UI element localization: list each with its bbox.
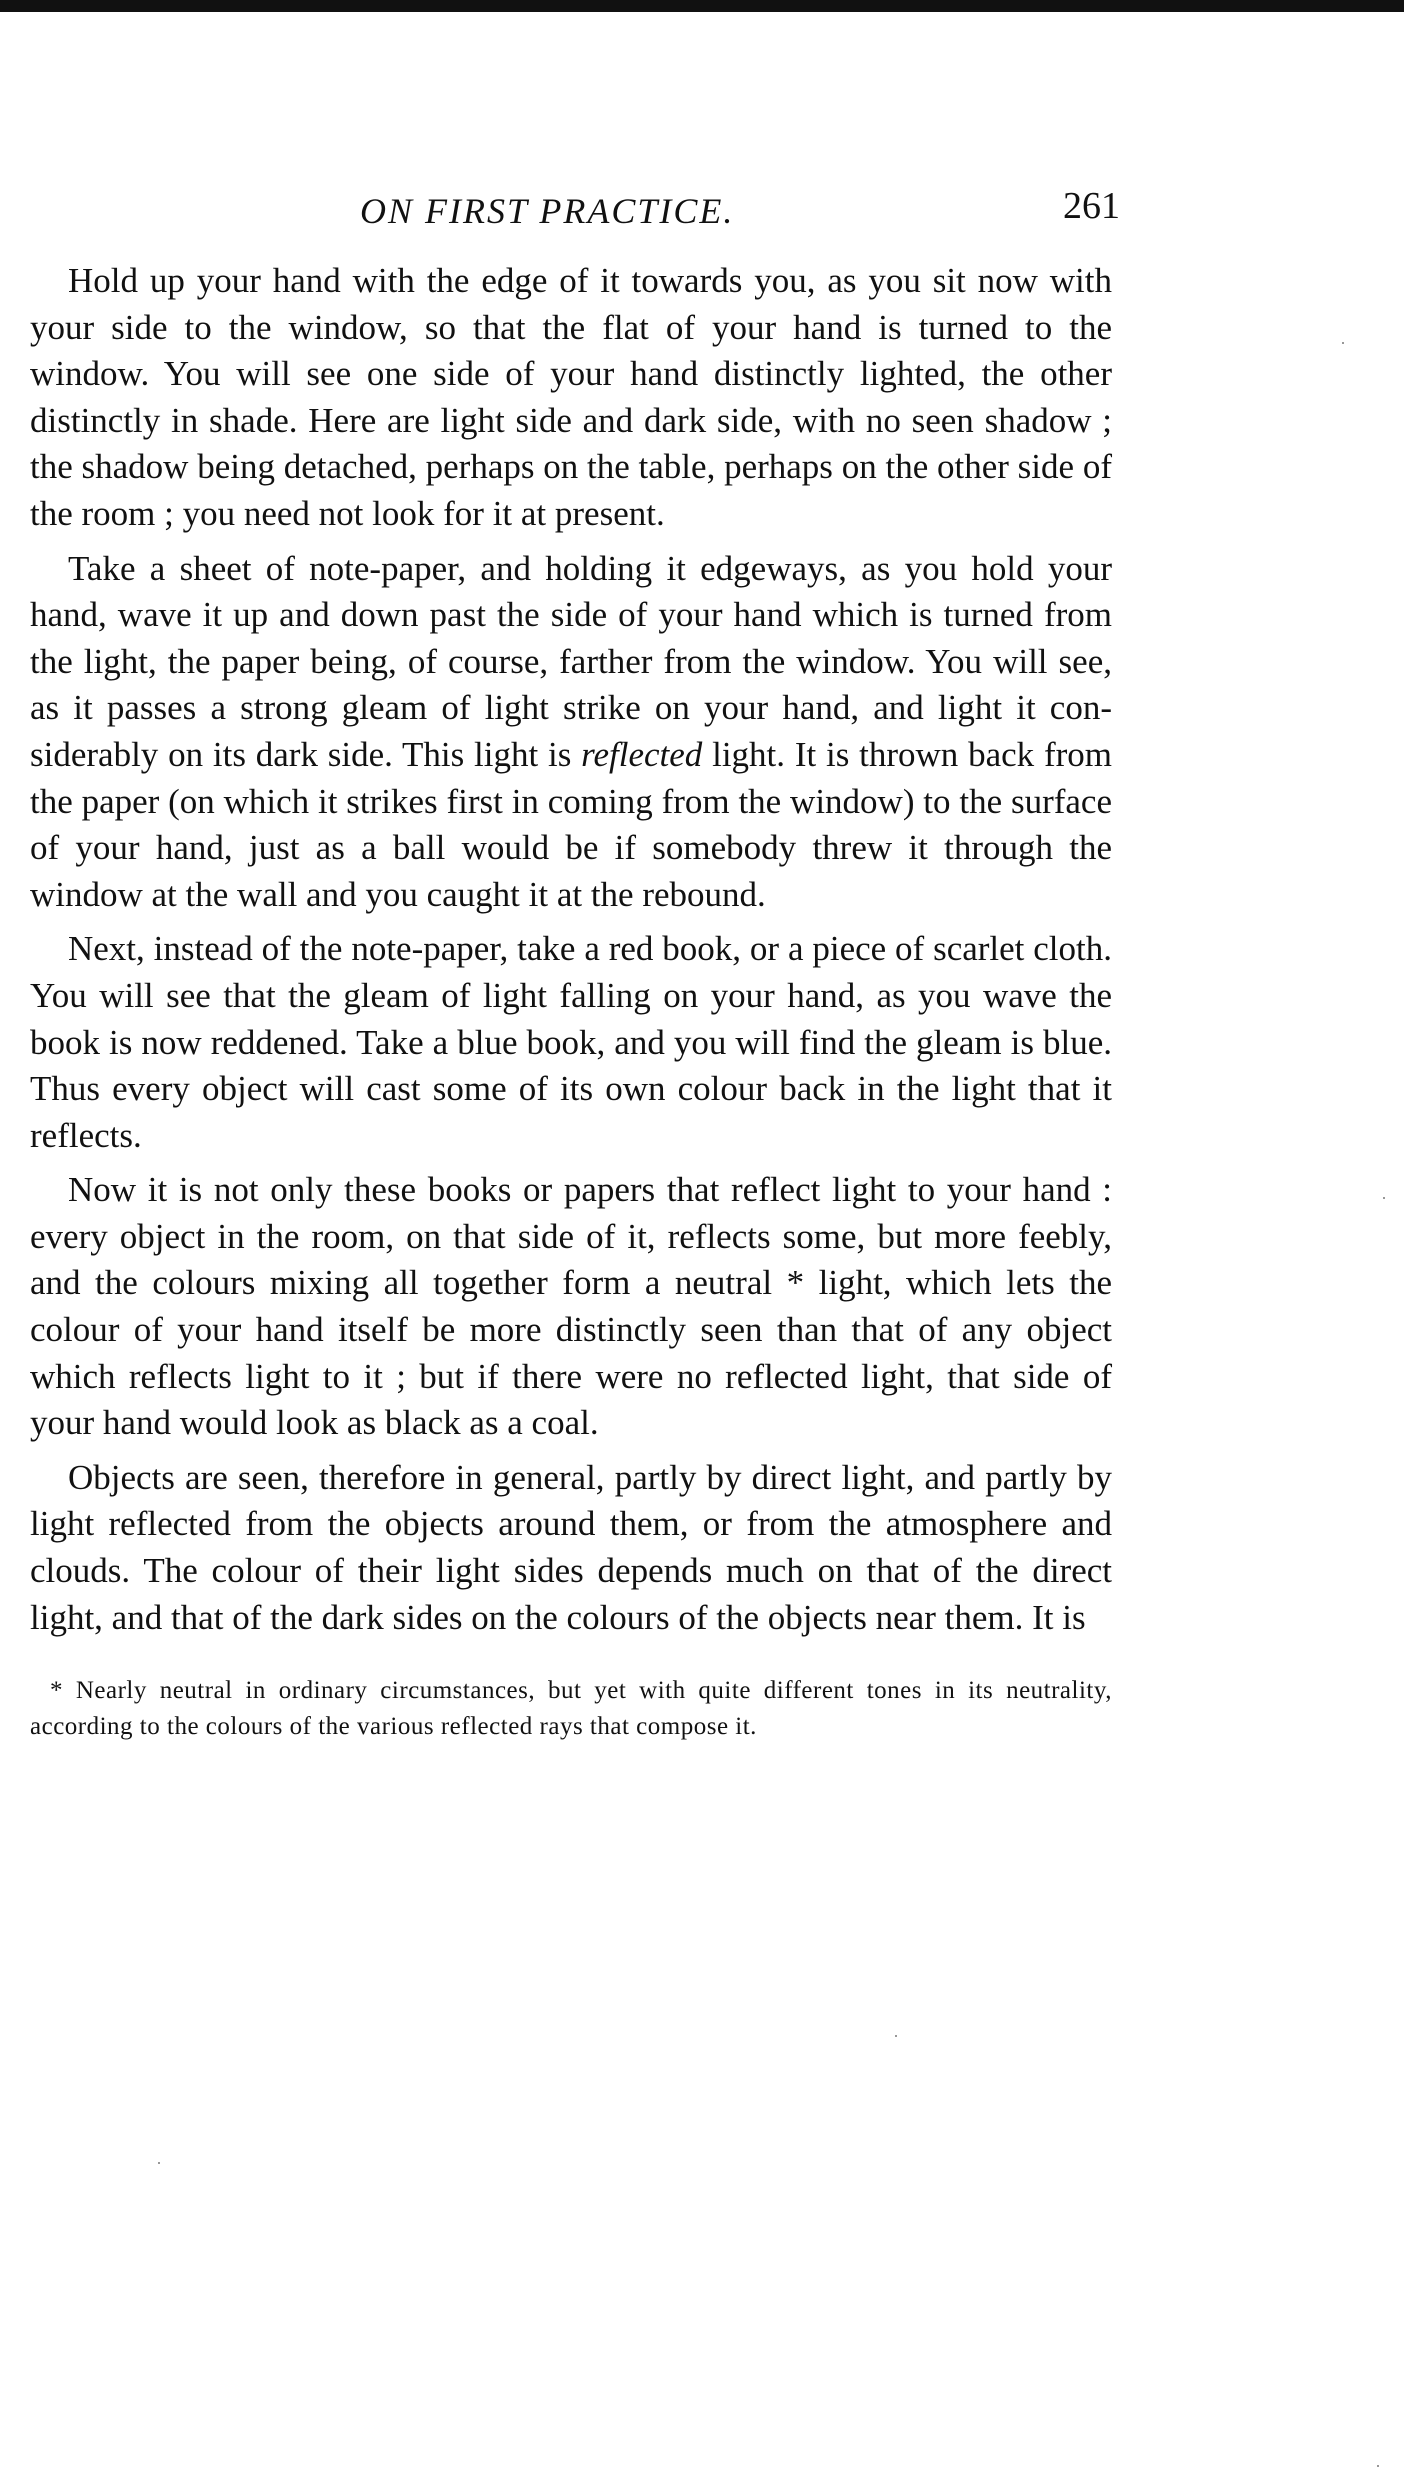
page-top-edge (0, 0, 1404, 12)
paragraph-3: Next, instead of the note-paper, take a red book, or a piece of scarlet cloth. You will see that the gleam of light falling on your hand, as you wave the book is now reddened. Take a blue book, and you will find the gleam is blue. Thus every object will cast some of its own colour back in the light that it reflects. (30, 929, 1112, 1155)
paper-speck (158, 2162, 160, 2164)
paper-speck (1383, 1197, 1385, 1199)
running-head (30, 180, 1120, 240)
paper-speck (895, 2035, 897, 2037)
page-number: 261 (1063, 185, 1120, 227)
paragraph-1: Hold up your hand with the edge of it towards you, as you sit now with your side to the window, so that the flat of your hand is turned to the window. You will see one side of your hand distinctly lighted, the other distinctly in shade. Here are light side and dark side, with no seen shadow ; the shadow being detached, perhaps on the table, perhaps on the other side of the room ; you need not look for it at present. (30, 261, 1112, 533)
paper-speck (1342, 342, 1344, 344)
paragraph-2-text-b: light. It is thrown back from the paper (on which it strikes first in coming from the window) to the surface of your hand, just as a ball would be if somebody threw it through the window at the wall and you caught it at the rebound. (30, 734, 1112, 914)
paragraph-2 (30, 546, 1112, 919)
paragraph-4: Now it is not only these books or papers that reflect light to your hand : every object in the room, on that side of it, reflects some, but more feebly, and the colours mixing all together form a neutral * light, which lets the colour of your hand itself be more distinctly seen than that of any object which reflects light to it ; but if there were no reflected light, that side of your hand would look as black as a coal. (30, 1170, 1112, 1443)
paper-speck (1377, 2465, 1379, 2467)
footnote: * Nearly neutral in ordinary circumstances, but yet with quite different tones in its neutrality, according to the colours of the various reflected rays that compose it. (30, 1677, 1112, 1741)
book-page (30, 180, 1120, 1745)
paragraph-2-emphasis: reflected (581, 734, 703, 774)
running-title: ON FIRST PRACTICE. (360, 191, 735, 231)
paragraph-5: Objects are seen, therefore in general, partly by direct light, and partly by light reflected from the objects around them, or from the atmosphere and clouds. The colour of their light sides depends much on that of the direct light, and that of the dark sides on the colours of the objects near them. It is (30, 1457, 1112, 1637)
paragraph-2-text-a: Take a sheet of note-paper, and holding it edgeways, as you hold your hand, wave it up and down past the side of your hand which is turned from the light, the paper being, of course, farther from the window. You will see, as it passes a strong gleam of light strike on your hand, and light it considerably on its dark side. This light is (30, 548, 1112, 774)
